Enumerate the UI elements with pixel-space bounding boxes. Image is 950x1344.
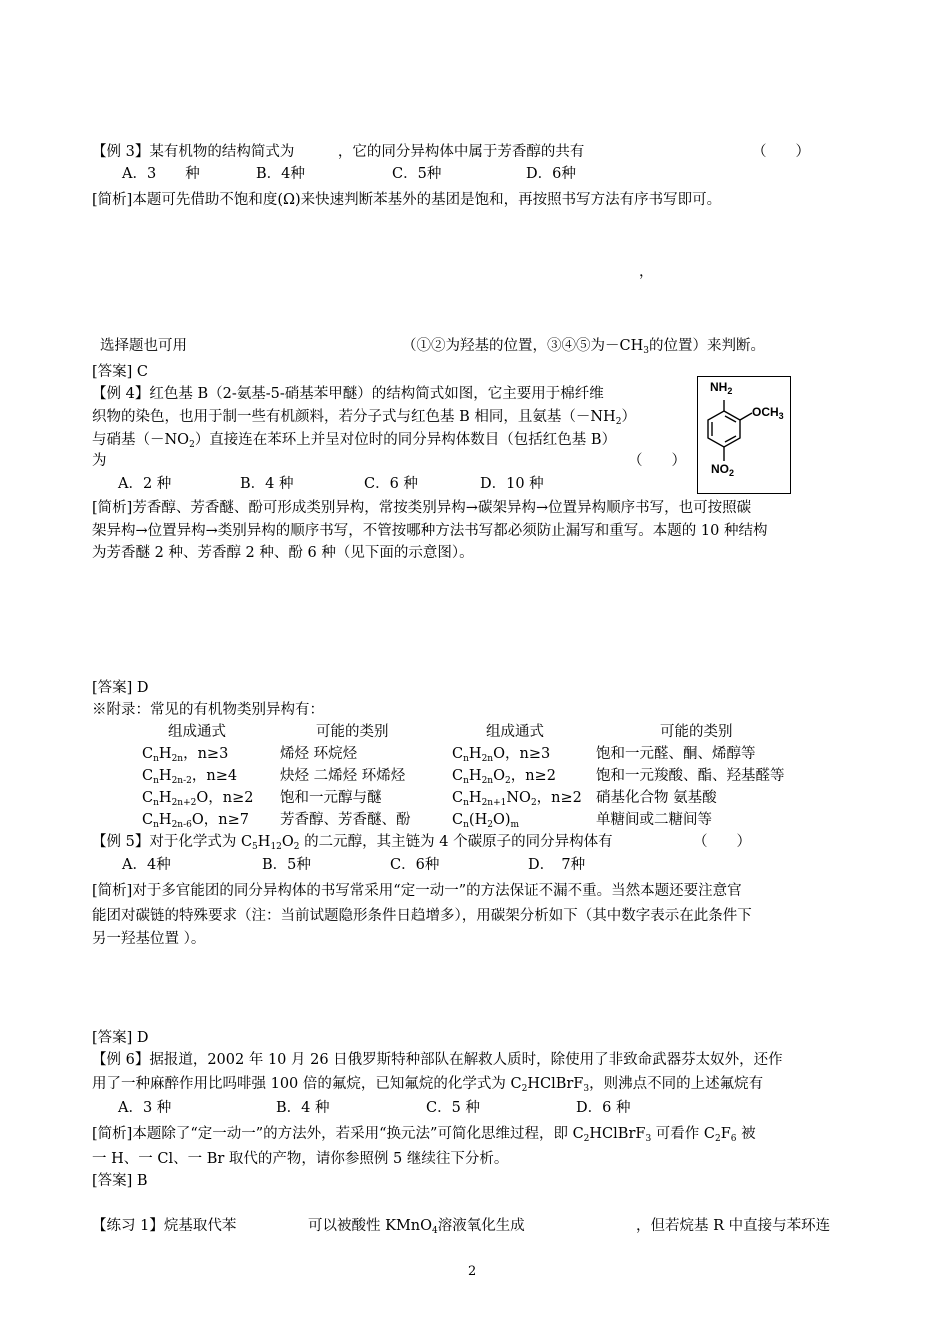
practice-1-text-end: ，但若烷基 R 中直接与苯环连 — [636, 1218, 831, 1234]
ex3-option-a: A．3 种 — [122, 166, 200, 182]
appendix-category: 烯烃 环烷烃 — [280, 746, 358, 762]
nitro-group-label: $NO_2$ — [711, 462, 735, 478]
ex3-hint-label: 选择题也可用 — [100, 338, 187, 354]
ex4-line-3: 与硝基$(-NO_2)$直接连在苯环上并呈对位时的同分异构体数目（包括红色基 B） — [92, 432, 617, 450]
appendix-category: 饱和一元醇与醚 — [280, 790, 382, 806]
ex5-analysis-2: 能团对碳链的特殊要求（注：当前试题隐形条件日趋增多），用碳架分析如下（其中数字表示在此条件下 — [92, 908, 752, 924]
appendix-header-category-1: 可能的类别 — [316, 724, 389, 740]
ex5-option-d: D． 7种 — [528, 857, 586, 873]
appendix-formula: $C_n(H_2O)_m$ — [452, 812, 520, 830]
ex4-option-a: A．2 种 — [118, 476, 172, 492]
appendix-formula: $C_nH_{2n-2}$，n≥4 — [142, 768, 238, 786]
ex5-answer-paren: （ ） — [693, 834, 751, 850]
ex4-line-2: 织物的染色，也用于制一些有机颜料，若分子式与红色基 B 相同，且氨基$(-NH_2)$ — [92, 409, 636, 427]
ex6-answer: [答案] B — [92, 1173, 148, 1189]
ex4-analysis-1: [简析]芳香醇、芳香醚、酚可形成类别异构，常按类别异构→碳架异构→位置异构顺序书写，也可按照碳 — [92, 500, 752, 516]
appendix-header-category-2: 可能的类别 — [660, 724, 733, 740]
practice-1-label: 【练习 1】烷基取代苯 — [92, 1218, 237, 1234]
ex5-analysis-1: [简析]对于多官能团的同分异构体的书写常采用“定一动一”的方法保证不漏不重。当然本题还要注意官 — [92, 883, 742, 899]
appendix-category: 单糖间或二糖间等 — [596, 812, 712, 828]
ex6-option-a: A．3 种 — [118, 1100, 172, 1116]
appendix-formula: $C_nH_{2n}O_2$，n≥2 — [452, 768, 556, 786]
appendix-category: 饱和一元羧酸、酯、羟基醛等 — [596, 768, 785, 784]
ex5-answer: [答案] D — [92, 1030, 149, 1046]
ex6-option-d: D．6 种 — [576, 1100, 631, 1116]
ex6-line-2: 用了一种麻醉作用比吗啡强 100 倍的氟烷，已知氟烷的化学式为 $C_2HClBrF_3$，则沸点不同的上述氟烷有 — [92, 1076, 764, 1094]
ex6-line-1: 【例 6】据报道，2002 年 10 月 26 日俄罗斯特种部队在解救人质时，除使用了非致命武器芬太奴外，还作 — [92, 1052, 783, 1068]
ex3-analysis: [简析]本题可先借助不饱和度(Ω)来快速判断苯基外的基团是饱和，再按照书写方法有序书写即可。 — [92, 192, 722, 208]
ex4-answer-paren: （ ） — [628, 453, 686, 469]
ex3-answer: [答案] C — [92, 364, 149, 380]
appendix-formula: $C_nH_{2n-6}O$，n≥7 — [142, 812, 249, 830]
ex3-answer-paren: （ ） — [752, 144, 810, 160]
ex4-analysis-3: 为芳香醚 2 种、芳香醇 2 种、酚 6 种（见下面的示意图）。 — [92, 545, 474, 561]
red-base-b-structure — [697, 376, 791, 494]
appendix-title: ※附录：常见的有机物类别异构有： — [92, 702, 324, 718]
ex3-option-c: C．5种 — [392, 166, 442, 182]
ex6-analysis-1: [简析]本题除了“定一动一”的方法外，若采用“换元法”可简化思维过程，即 $C_2HClBrF_3$ 可看作 $C_2F_6$ 被 — [92, 1126, 756, 1144]
appendix-formula: $C_nH_{2n+1}NO_2$，n≥2 — [452, 790, 582, 808]
appendix-category: 饱和一元醛、酮、烯醇等 — [596, 746, 756, 762]
appendix-header-formula-1: 组成通式 — [168, 724, 226, 740]
ex4-option-b: B．4 种 — [240, 476, 294, 492]
appendix-category: 硝基化合物 氨基酸 — [596, 790, 717, 806]
page-number: 2 — [468, 1264, 477, 1279]
appendix-formula: $C_nH_{2n}$，n≥3 — [142, 746, 229, 764]
ex4-line-1: 【例 4】红色基 B（2-氨基-5-硝基苯甲醚）的结构简式如图，它主要用于棉纤维 — [92, 386, 604, 402]
ex5-option-b: B．5种 — [262, 857, 311, 873]
ex4-option-d: D．10 种 — [480, 476, 544, 492]
ex3-question: 【例 3】某有机物的结构简式为 ，它的同分异构体中属于芳香醇的共有 — [92, 144, 585, 160]
ex3-hint-text: （①②为羟基的位置，③④⑤为$-CH_3$的位置）来判断。 — [402, 338, 765, 356]
ex4-answer: [答案] D — [92, 680, 149, 696]
ex5-option-c: C．6种 — [390, 857, 440, 873]
ex5-option-a: A．4种 — [122, 857, 171, 873]
appendix-category: 芳香醇、芳香醚、酚 — [280, 812, 411, 828]
ex6-option-b: B．4 种 — [276, 1100, 330, 1116]
amino-group-label: $NH_2$ — [710, 380, 733, 396]
appendix-category: 炔烃 二烯烃 环烯烃 — [280, 768, 406, 784]
practice-1-text: 可以被酸性 KMnO$_4$溶液氧化生成 — [308, 1218, 525, 1236]
ex5-analysis-3: 另一羟基位置 ）。 — [92, 931, 206, 947]
ex3-option-d: D．6种 — [526, 166, 576, 182]
ex4-option-c: C．6 种 — [364, 476, 418, 492]
appendix-formula: $C_nH_{2n+2}O$，n≥2 — [142, 790, 254, 808]
methoxy-group-label: $OCH_3$ — [752, 405, 784, 421]
appendix-formula: $C_nH_{2n}O$，n≥3 — [452, 746, 551, 764]
ex5-question: 【例 5】对于化学式为 $C_5H_{12}O_2$ 的二元醇，其主链为 4 个碳原子的同分异构体有 — [92, 834, 613, 852]
ex3-comma: ， — [639, 264, 654, 280]
ex4-line-4: 为 — [92, 453, 107, 469]
ex3-option-b: B．4种 — [256, 166, 305, 182]
ex4-analysis-2: 架异构→位置异构→类别异构的顺序书写，不管按哪种方法书写都必须防止漏写和重写。本题的 10 种结构 — [92, 523, 768, 539]
ex6-analysis-2: 一 H、一 Cl、一 Br 取代的产物，请你参照例 5 继续往下分析。 — [92, 1151, 509, 1167]
ex6-option-c: C．5 种 — [426, 1100, 480, 1116]
appendix-header-formula-2: 组成通式 — [486, 724, 544, 740]
